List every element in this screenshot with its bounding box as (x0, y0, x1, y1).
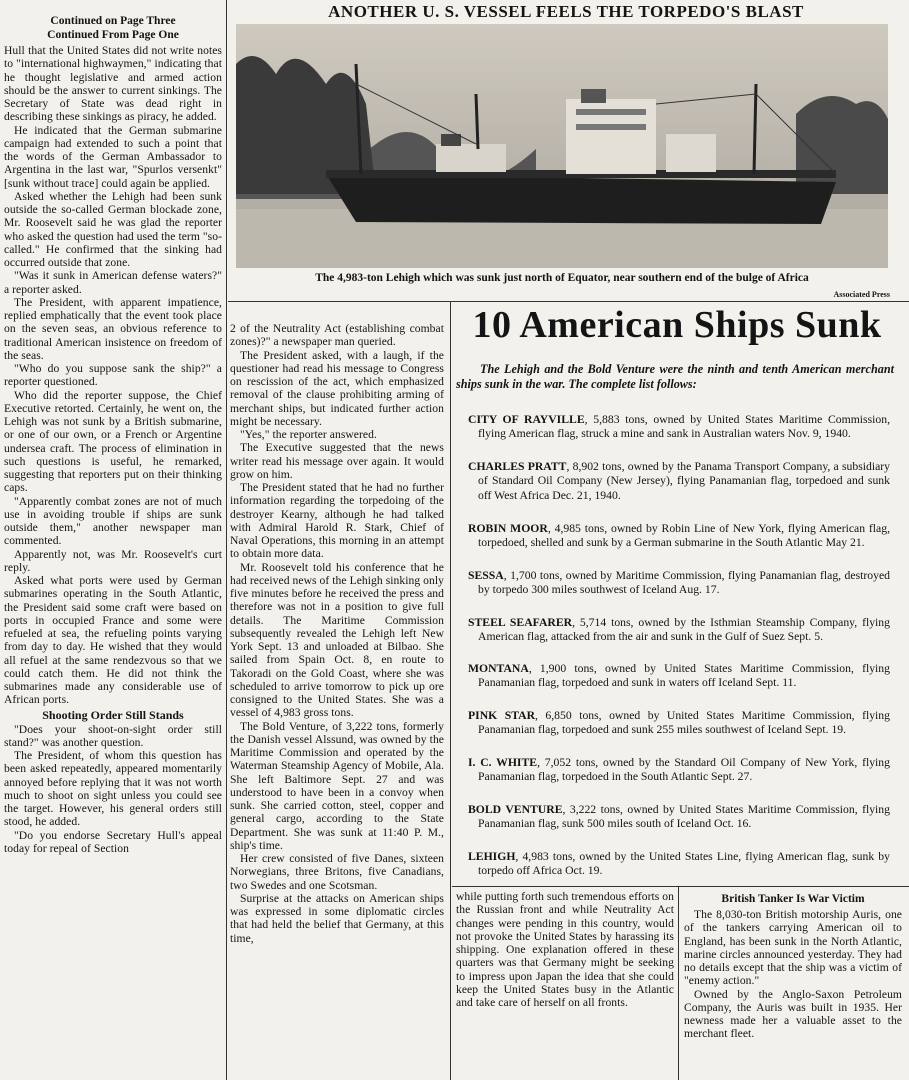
article-paragraph: "Does your shoot-on-sight order still stand?" was another question. (4, 722, 222, 749)
article-paragraph: Hull that the United States did not write notes to "international highwaymen," indicating that he thought legislative and armed action should be the answer to current sinkings. The Secretary of State was dead right in describing these sinkings as piracy, he added. (4, 44, 222, 124)
ship-details: , 4,985 tons, owned by Robin Line of New York, flying American flag, torpedoed, shelled and sunk by a German submarine in the South Atlantic May 21. (478, 522, 891, 550)
ship-name: STEEL SEAFARER (468, 616, 573, 629)
article-paragraph: while putting forth such tremendous efforts on the Russian front and while Neutrality Act changes were pending in this country, would not provoke the United States by harassing its shipping. One explanation offered in these quarters was that Germany might be seeking to impress upon Japan the idea that she could keep the United States busy in the Atlantic and take care of herself on all fronts. (456, 890, 674, 1009)
article-paragraph: Her crew consisted of five Danes, sixteen Norwegians, three Britons, five Canadians, two Swedes and one Scotsman. (230, 852, 444, 892)
article-paragraph: "Apparently combat zones are not of much use in avoiding trouble if ships are sunk outside them," another newspaper man commented. (4, 494, 222, 548)
ship-name: SESSA (468, 569, 504, 582)
continuation-column (456, 890, 674, 1080)
article-paragraph: Apparently not, was Mr. Roosevelt's curt reply. (4, 547, 222, 574)
column-rule (450, 301, 451, 1080)
ship-name: CITY OF RAYVILLE (468, 413, 585, 426)
article-paragraph: The President stated that he had no further information regarding the torpedoing of the destroyer Kearny, although he had talked with Admiral Harold R. Stark, Chief of Naval Operations, this morning in an attempt to obtain more data. (230, 481, 444, 561)
ships-box-headline: 10 American Ships Sunk (472, 304, 882, 346)
article-paragraph: The President, of whom this question has been asked repeatedly, appeared momentarily annoyed before replying that it was not worth much to shoot on sight unless you could see the target. However, his general orders still stood, he added. (4, 749, 222, 829)
continued-on-line: Continued on Page Three (50, 15, 176, 27)
column-rule (678, 886, 679, 1080)
article-paragraph: The 8,030-ton British motorship Auris, one of the tankers carrying American oil to England, has been sunk in the North Atlantic, marine circles announced yesterday. They had no details except that the ship was a victim of "enemy action." (684, 908, 902, 988)
column-rule (226, 0, 227, 1080)
ship-details: , 5,714 tons, owned by the Isthmian Steamship Company, flying American flag, attacked from the air and sunk in the Gulf of Suez Sept. 5. (478, 616, 890, 644)
ship-name: ROBIN MOOR (468, 522, 548, 535)
left-column (4, 2, 222, 1080)
photo-credit: Associated Press (833, 290, 890, 299)
ship-details: , 1,900 tons, owned by United States Maritime Commission, flying Panamanian flag, torpedoed and sunk in waters off Iceland Sept. 11. (478, 662, 890, 690)
ship-name: PINK STAR (468, 709, 536, 722)
article-paragraph: 2 of the Neutrality Act (establishing combat zones)?" a newspaper man queried. (230, 322, 444, 349)
ship-details: , 1,700 tons, owned by Maritime Commission, flying Panamanian flag, destroyed by torpedo 300 miles southwest of Iceland Aug. 17. (478, 569, 890, 597)
ship-name: MONTANA (468, 662, 529, 675)
subhead-shooting-order: Shooting Order Still Stands (42, 707, 184, 722)
ship-details: , 3,222 tons, owned by United States Maritime Commission, flying Panamanian flag, sunk 500 miles south of Iceland Oct. 16. (478, 803, 890, 831)
ship-photo (236, 24, 888, 268)
ship-entry (468, 709, 890, 738)
continued-from-line: Continued From Page One (47, 29, 179, 41)
article-paragraph: "Yes," the reporter answered. (240, 428, 377, 441)
article-paragraph: "Was it sunk in American defense waters?" a reporter asked. (4, 269, 222, 296)
ship-entry (468, 569, 890, 598)
ship-entry (468, 662, 890, 691)
photo-headline: ANOTHER U. S. VESSEL FEELS THE TORPEDO'S BLAST (328, 2, 804, 21)
ship-photo-image (236, 24, 888, 268)
ship-name: LEHIGH (468, 850, 516, 863)
ship-entry (468, 460, 890, 503)
article-paragraph: Who did the reporter suppose, the Chief Executive retorted. Certainly, he went on, the Lehigh was not sunk by a British submarine, or one of our own, or a French or Argentine undersea craft. The process of elimination in such questions is useful, he remarked, suggesting that reporters put on their thinking caps. (4, 388, 222, 495)
ship-details: , 7,052 tons, owned by the Standard Oil Company of New York, flying Panamanian flag, torpedoed in the South Atlantic Sept. 27. (478, 756, 890, 784)
article-paragraph: The Executive suggested that the news writer read his message over again. It would grow on him. (230, 441, 444, 481)
ship-details: , 4,983 tons, owned by the United States Line, flying American flag, sunk by torpedo off Africa Oct. 19. (478, 850, 890, 878)
article-paragraph: Owned by the Anglo-Saxon Petroleum Company, the Auris was built in 1935. Her newness made her a valuable asset to the merchant fleet. (684, 987, 902, 1041)
left-article-body-a (4, 44, 222, 707)
article-paragraph: Asked whether the Lehigh had been sunk outside the so-called German blockade zone, Mr. Roosevelt said he was glad the reporter who asked the question had used the term "so-called." He confirmed that the sinking had occurred outside that zone. (4, 189, 222, 269)
article-paragraph: Surprise at the attacks on American ships was expressed in some diplomatic circles that had held the belief that Germany, at this time, (230, 891, 444, 945)
photo-caption: The 4,983-ton Lehigh which was sunk just north of Equator, near southern end of the bulge of Africa (315, 272, 809, 284)
ship-name: I. C. WHITE (468, 756, 538, 769)
ship-entry (468, 803, 890, 832)
article-paragraph: "Who do you suppose sank the ship?" a reporter questioned. (4, 362, 222, 389)
ship-details: , 6,850 tons, owned by United States Maritime Commission, flying Panamanian flag, torpedoed and sunk 255 miles southwest of Iceland Sept. 19. (478, 709, 890, 737)
article-paragraph: Asked what ports were used by German submarines operating in the South Atlantic, the President said some craft were based on ports in occupied France and some were refueled at sea, the refueling points varying from day to day. He wished that they would all refuel at the same rendezvous so that we could catch them. He did not think the submarines made any considerable use of African ports. (4, 574, 222, 707)
article-paragraph: The Bold Venture, of 3,222 tons, formerly the Danish vessel Alssund, was owned by the Maritime Commission and operated by the Waterman Steamship Agency of Mobile, Ala. She left Baltimore Sept. 27 and was understood to have been in a convoy when sunk. She carried cotton, steel, copper and general cargo, according to the State Department. She was sunk at 11:40 P. M., ship's time. (230, 719, 444, 852)
ship-entry (468, 522, 890, 551)
ship-entry (468, 850, 890, 879)
tanker-box (684, 892, 902, 1080)
left-article-body-b (4, 723, 222, 856)
tanker-headline: British Tanker Is War Victim (721, 893, 865, 905)
article-paragraph: Mr. Roosevelt told his conference that he had received news of the Lehigh sinking only five minutes before he received the press and therefore was not in a position to give full details. The Maritime Commission subsequently revealed the Lehigh left New York Sept. 13 and unloaded at Bilbao. She sailed from Spain Oct. 8, en route to Takoradi on the Gold Coast, where she was scheduled to arrive tomorrow to pick up ore consigned to the United States. She was a vessel of 4,983 gross tons. (230, 560, 444, 720)
ship-name: CHARLES PRATT (468, 460, 567, 473)
ship-entry (468, 616, 890, 645)
ships-box-bottom-rule (452, 886, 909, 887)
middle-column (230, 322, 444, 1080)
article-paragraph: He indicated that the German submarine campaign had extended to such a point that the words of the German Ambassador to Argentina in the last war, "Spurlos versenkt" [sunk without trace] could again be applied. (4, 123, 222, 190)
ship-entry (468, 413, 890, 442)
article-paragraph: The President asked, with a laugh, if the questioner had read his message to Congress on rescission of the act, which emphasized removal of the clause prohibiting arming of merchant ships, but indicated further action might be necessary. (230, 348, 444, 428)
article-paragraph: The President, with apparent impatience, replied emphatically that the event took place on the seven seas, an obvious reference to traditional American insistence on freedom of the seas. (4, 295, 222, 362)
ships-box-intro: The Lehigh and the Bold Venture were the ninth and tenth American merchant ships sunk in the war. The complete list follows: (456, 362, 894, 391)
ship-entry (468, 756, 890, 785)
article-paragraph: "Do you endorse Secretary Hull's appeal today for repeal of Section (4, 828, 222, 855)
ship-details: , 5,883 tons, owned by United States Maritime Commission, flying American flag, struck a mine and sank in Australian waters Nov. 9, 1940. (478, 413, 890, 441)
ship-details: , 8,902 tons, owned by the Panama Transport Company, a subsidiary of Standard Oil Company (New Jersey), flying Panamanian flag, torpedoed and sunk off West Africa Dec. 21, 1940. (478, 460, 891, 502)
ship-name: BOLD VENTURE (468, 803, 563, 816)
